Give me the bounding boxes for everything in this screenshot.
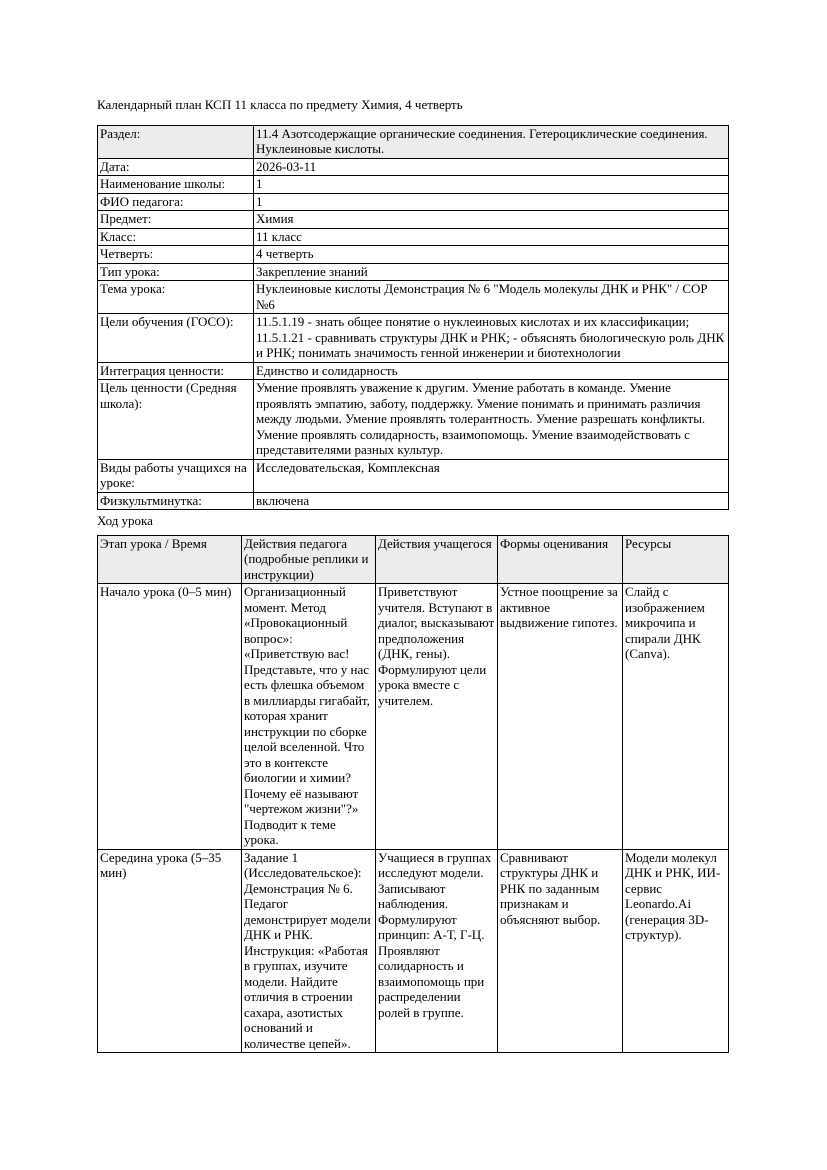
- page: [97, 97, 728, 1053]
- info-value-class: 11 класс: [254, 228, 729, 246]
- table-row: [98, 459, 729, 492]
- info-label-razdel: Раздел:: [98, 125, 254, 158]
- column-header-assessment: Формы оценивания: [498, 535, 623, 584]
- info-label-data: Дата:: [98, 158, 254, 176]
- cell-student-actions: Учащиеся в группах исследуют модели. Записывают наблюдения. Формулируют принцип: А-Т, Г-Ц. Проявляют солидарность и взаимопомощь при распределении ролей в группе.: [376, 849, 498, 1053]
- table-header-row: [98, 535, 729, 584]
- table-row: [98, 125, 729, 158]
- table-row-lesson-middle: [98, 849, 729, 1053]
- table-row: [98, 380, 729, 460]
- table-row: [98, 158, 729, 176]
- info-label-goals: Цели обучения (ГОСО):: [98, 314, 254, 363]
- info-label-work-types: Виды работы учащихся на уроке:: [98, 459, 254, 492]
- info-value-lesson-type: Закрепление знаний: [254, 263, 729, 281]
- cell-assessment: Сравнивают структуры ДНК и РНК по заданным признакам и объясняют выбор.: [498, 849, 623, 1053]
- info-label-teacher-name: ФИО педагога:: [98, 193, 254, 211]
- column-header-teacher-actions: Действия педагога (подробные реплики и инструкции): [242, 535, 376, 584]
- column-header-resources: Ресурсы: [623, 535, 729, 584]
- info-value-values-goal: Умение проявлять уважение к другим. Умение работать в команде. Умение проявлять эмпатию, заботу, поддержку. Умение понимать и принимать различия между людьми. Умение проявлять толерантность. Умение разрешать конфликты. Умение проявлять солидарность, взаимопомощь. Умение взаимодействовать с представителями разных культур.: [254, 380, 729, 460]
- info-label-subject: Предмет:: [98, 211, 254, 229]
- info-value-quarter: 4 четверть: [254, 246, 729, 264]
- cell-assessment: Устное поощрение за активное выдвижение гипотез.: [498, 584, 623, 850]
- cell-teacher-actions: Организационный момент. Метод «Провокационный вопрос»: «Приветствую вас! Представьте, что у нас есть флешка объемом в миллиарды гигабайт, которая хранит инструкции по сборке целой вселенной. Что это в контексте биологии и химии? Почему её называют "чертежом жизни"?» Подводит к теме урока.: [242, 584, 376, 850]
- cell-stage: Середина урока (5–35 мин): [98, 849, 242, 1053]
- lesson-flow-table: [97, 535, 729, 1054]
- info-value-values-integration: Единство и солидарность: [254, 362, 729, 380]
- info-label-phys-minute: Физкультминутка:: [98, 492, 254, 510]
- table-row: [98, 228, 729, 246]
- table-row: [98, 193, 729, 211]
- column-header-student-actions: Действия учащегося: [376, 535, 498, 584]
- info-label-lesson-topic: Тема урока:: [98, 281, 254, 314]
- cell-resources: Модели молекул ДНК и РНК, ИИ-сервис Leonardo.Ai (генерация 3D-структур).: [623, 849, 729, 1053]
- info-value-work-types: Исследовательская, Комплексная: [254, 459, 729, 492]
- info-value-goals: 11.5.1.19 - знать общее понятие о нуклеиновых кислотах и их классификации; 11.5.1.21 - сравнивать структуры ДНК и РНК; - объяснять биологическую роль ДНК и РНК; понимать значимость генной инженерии и биотехнологии: [254, 314, 729, 363]
- info-label-school: Наименование школы:: [98, 176, 254, 194]
- info-value-school: 1: [254, 176, 729, 194]
- info-value-razdel: 11.4 Азотсодержащие органические соединения. Гетероциклические соединения. Нуклеиновые кислоты.: [254, 125, 729, 158]
- info-label-values-integration: Интеграция ценности:: [98, 362, 254, 380]
- table-row: [98, 314, 729, 363]
- cell-student-actions: Приветствуют учителя. Вступают в диалог, высказывают предположения (ДНК, гены). Формулируют цели урока вместе с учителем.: [376, 584, 498, 850]
- table-row: [98, 246, 729, 264]
- table-row: [98, 176, 729, 194]
- info-value-data: 2026-03-11: [254, 158, 729, 176]
- table-row: [98, 362, 729, 380]
- table-row: [98, 211, 729, 229]
- cell-stage: Начало урока (0–5 мин): [98, 584, 242, 850]
- info-label-values-goal: Цель ценности (Средняя школа):: [98, 380, 254, 460]
- info-value-subject: Химия: [254, 211, 729, 229]
- section-heading-lesson-flow: Ход урока: [97, 513, 153, 528]
- info-label-quarter: Четверть:: [98, 246, 254, 264]
- table-row-lesson-start: [98, 584, 729, 850]
- table-row: [98, 263, 729, 281]
- info-label-class: Класс:: [98, 228, 254, 246]
- lesson-info-table: [97, 125, 729, 511]
- info-value-teacher-name: 1: [254, 193, 729, 211]
- info-label-lesson-type: Тип урока:: [98, 263, 254, 281]
- cell-teacher-actions: Задание 1 (Исследовательское): Демонстрация № 6. Педагог демонстрирует модели ДНК и РНК. Инструкция: «Работая в группах, изучите модели. Найдите отличия в строении сахара, азотистых оснований и количестве цепей».: [242, 849, 376, 1053]
- info-value-phys-minute: включена: [254, 492, 729, 510]
- column-header-stage: Этап урока / Время: [98, 535, 242, 584]
- info-value-lesson-topic: Нуклеиновые кислоты Демонстрация № 6 "Модель молекулы ДНК и РНК" / СОР №6: [254, 281, 729, 314]
- table-row: [98, 492, 729, 510]
- table-row: [98, 281, 729, 314]
- page-title: Календарный план КСП 11 класса по предмету Химия, 4 четверть: [97, 97, 463, 112]
- cell-resources: Слайд с изображением микрочипа и спирали ДНК (Canva).: [623, 584, 729, 850]
